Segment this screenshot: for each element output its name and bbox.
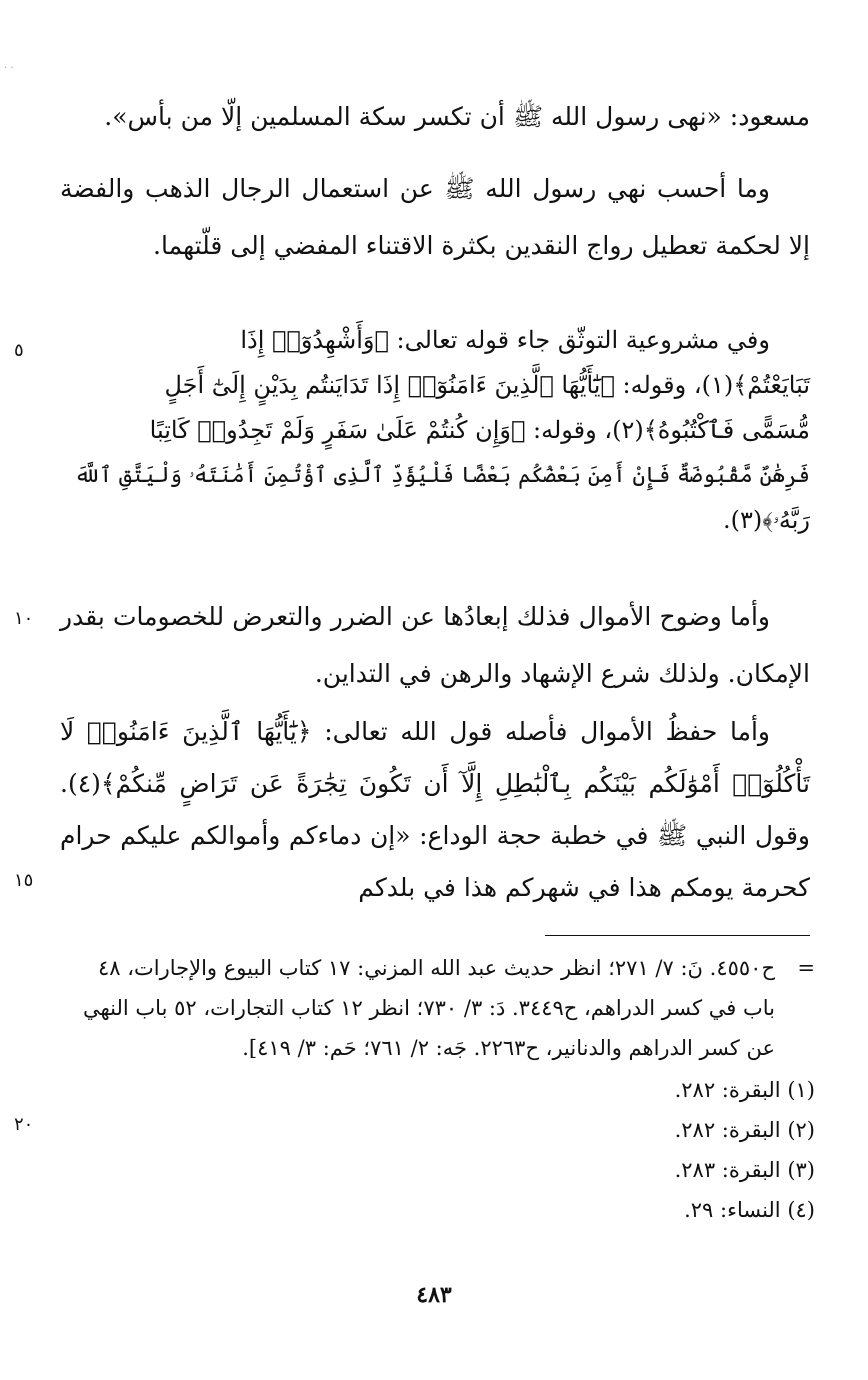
body-text-p3 [60, 318, 810, 543]
footnote-continuation [60, 948, 815, 1068]
line-number-10: ١٠ [14, 608, 34, 629]
footnote-continuation-text: ح٤٥٥٠. نَ: ٧/ ٢٧١؛ انظر حديث عبد الله المزني: ١٧ كتاب البيوع والإجارات، ٤٨ باب في كسر الدراهم، ح٣٤٤٩. دَ: ٣/ ٧٣٠؛ انظر ١٢ كتاب التجارات، ٥٢ باب النهي عن كسر الدراهم والدنانير، ح٢٢٦٣. جَه: ٢/ ٧٦١؛ حَم: ٣/ ٤١٩]. [82, 956, 775, 1060]
paragraph-1: مسعود: «نهى رسول الله ﷺ أن تكسر سكة المسلمين إلّا من بأس». [104, 102, 810, 131]
scan-corner-mark: . . [4, 60, 14, 71]
paragraph-3-line-5: رَبَّهُۥ﴾(٣). [722, 506, 810, 534]
footnote-separator [545, 935, 810, 936]
footnote-3: (٣) البقرة: ٢٨٣. [674, 1158, 815, 1182]
paragraph-3-line-1: وفي مشروعية التوثّق جاء قوله تعالى: ﴿وَأَشْهِدُوٓا۟ إِذَا [240, 326, 770, 354]
body-text-p5 [60, 706, 810, 914]
page-number: ٤٨٣ [416, 1282, 452, 1308]
body-text-p4 [60, 588, 810, 702]
continuation-marker: = [797, 956, 815, 980]
paragraph-5: وأما حفظُ الأموال فأصله قول الله تعالى: ﴿يَٰٓأَيُّهَا ٱلَّذِينَ ءَامَنُوا۟ لَا تَأْكُلُوٓا۟ أَمْوَٰلَكُم بَيْنَكُم بِٱلْبَٰطِلِ إِلَّآ أَن تَكُونَ تِجَٰرَةً عَن تَرَاضٍ مِّنكُمْ﴾(٤). وقول النبي ﷺ في خطبة حجة الوداع: «إن دماءكم وأموالكم عليكم حرام كحرمة يومكم هذا في شهركم هذا في بلدكم [60, 717, 810, 902]
line-number-5: ٥ [14, 340, 24, 361]
footnote-list [60, 1070, 815, 1230]
paragraph-2: وما أحسب نهي رسول الله ﷺ عن استعمال الرجال الذهب والفضة إلا لحكمة تعطيل رواج النقدين بكثرة الاقتناء المفضي إلى قلّتهما. [60, 174, 810, 260]
paragraph-3-line-3: مُّسَمًّى فَٱكْتُبُوهُ﴾(٢)، وقوله: ﴿وَإِن كُنتُمْ عَلَىٰ سَفَرٍ وَلَمْ تَجِدُوا۟ كَاتِبًا [149, 416, 810, 444]
footnote-2: (٢) البقرة: ٢٨٢. [674, 1118, 815, 1142]
line-number-20: ٢٠ [14, 1114, 34, 1135]
paragraph-3-line-2: تَبَايَعْتُمْ﴾(١)، وقوله: ﴿يَٰٓأَيُّهَا ٱلَّذِينَ ءَامَنُوٓا۟ إِذَا تَدَايَنتُم بِدَيْنٍ إِلَىٰٓ أَجَلٍ [164, 371, 810, 399]
body-text [60, 88, 810, 145]
body-text-p2 [60, 160, 810, 274]
footnotes [60, 948, 815, 1230]
line-number-15: ١٥ [14, 870, 34, 891]
paragraph-3-line-4: فَرِهَٰنٌ مَّقْبُوضَةٌ فَإِنْ أَمِنَ بَعْضُكُم بَعْضًا فَلْيُؤَدِّ ٱلَّذِى ٱؤْتُمِنَ أَمَٰنَتَهُۥ وَلْيَتَّقِ ٱللَّهَ [74, 463, 810, 488]
footnote-4: (٤) النساء: ٢٩. [684, 1198, 815, 1222]
paragraph-4: وأما وضوح الأموال فذلك إبعادُها عن الضرر والتعرض للخصومات بقدر الإمكان. ولذلك شرع الإشهاد والرهن في التداين. [60, 602, 810, 688]
footnote-1: (١) البقرة: ٢٨٢. [674, 1078, 815, 1102]
